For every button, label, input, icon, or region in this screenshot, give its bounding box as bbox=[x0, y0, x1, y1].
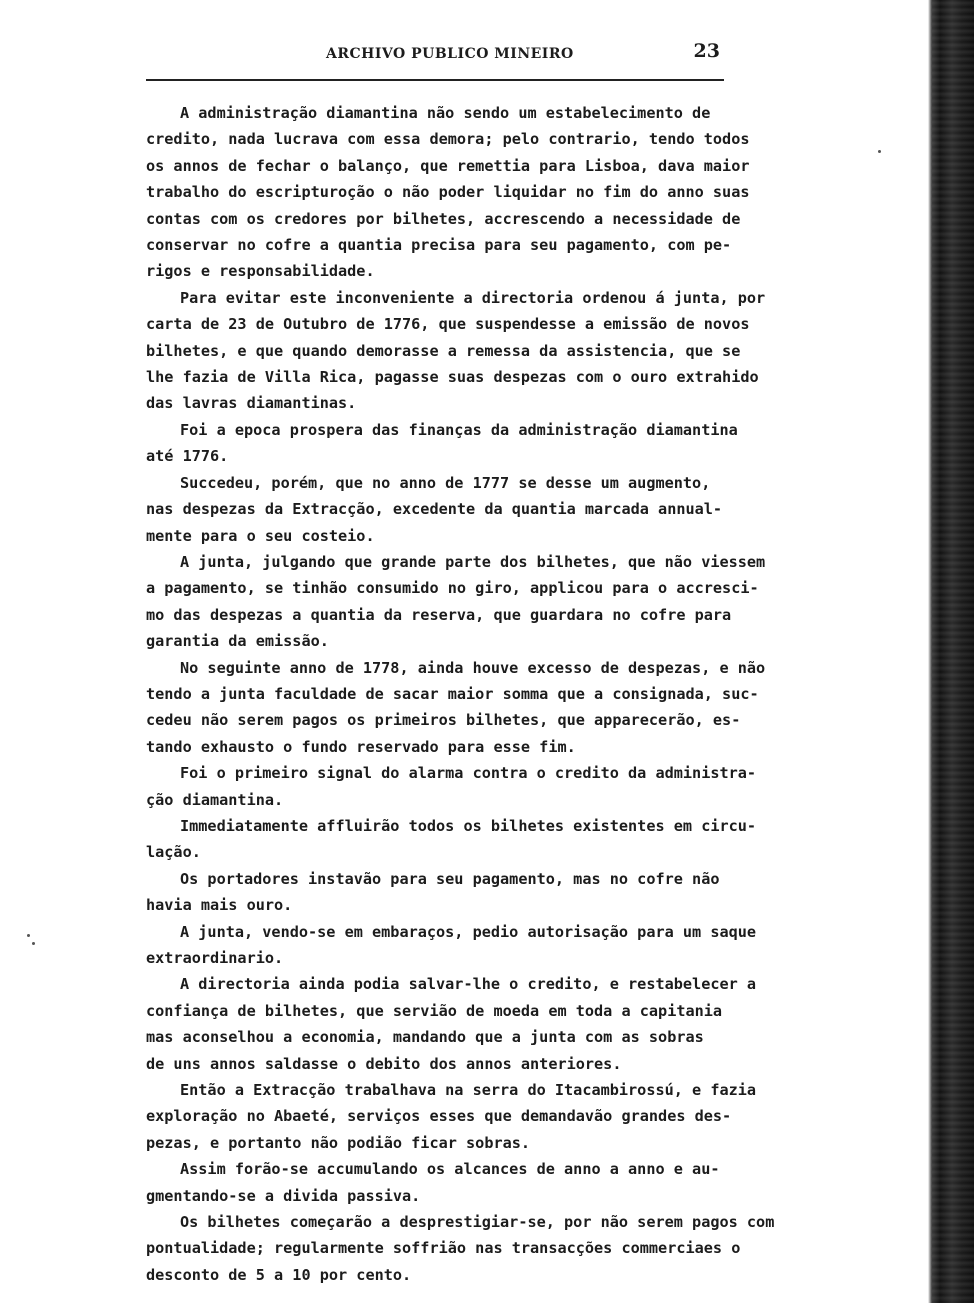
text-line: A junta, julgando que grande parte dos bilhetes, que não viessem bbox=[180, 552, 766, 571]
text-line: até 1776. bbox=[146, 447, 229, 466]
paragraph bbox=[146, 285, 766, 417]
paragraph bbox=[146, 655, 766, 761]
scan-speck bbox=[32, 942, 35, 945]
text-line: A administração diamantina não sendo um estabelecimento de bbox=[180, 104, 711, 122]
paragraph bbox=[146, 549, 766, 655]
text-line: confiança de bilhetes, que servião de moeda em toda a capitania bbox=[146, 1001, 723, 1020]
paragraph bbox=[146, 417, 738, 470]
text-line: lação. bbox=[146, 843, 201, 862]
text-line: Immediatamente affluirão todos os bilhetes existentes em circu- bbox=[180, 816, 757, 835]
scan-speck bbox=[878, 150, 881, 153]
text-line: No seguinte anno de 1778, ainda houve excesso de despezas, e não bbox=[180, 658, 766, 677]
header-rule bbox=[146, 79, 724, 81]
paragraph bbox=[146, 971, 757, 1077]
text-line: mas aconselhou a economia, mandando que a junta com as sobras bbox=[146, 1028, 704, 1047]
text-line: gmentando-se a divida passiva. bbox=[146, 1186, 421, 1205]
running-header bbox=[146, 36, 724, 70]
text-line: pontualidade; regularmente soffrião nas transacções commerciaes o bbox=[146, 1239, 741, 1258]
text-line: Succedeu, porém, que no anno de 1777 se desse um augmento, bbox=[180, 473, 711, 492]
text-line: das lavras diamantinas. bbox=[146, 394, 357, 413]
text-line: bilhetes, e que quando demorasse a remessa da assistencia, que se bbox=[146, 341, 741, 360]
text-line: Os portadores instavão para seu pagamento, mas no cofre não bbox=[180, 869, 720, 888]
text-line: Os bilhetes começarão a desprestigiar-se, por não serem pagos com bbox=[180, 1213, 775, 1232]
paragraph bbox=[146, 1077, 757, 1156]
text-line: lhe fazia de Villa Rica, pagasse suas despezas com o ouro extrahido bbox=[146, 368, 759, 387]
paragraph bbox=[146, 1209, 775, 1288]
page-number: 23 bbox=[693, 40, 720, 62]
text-line: garantia da emissão. bbox=[146, 632, 329, 651]
paragraph bbox=[146, 100, 750, 285]
text-line: extraordinario. bbox=[146, 949, 284, 967]
text-line: Foi o primeiro signal do alarma contra o credito da administra- bbox=[180, 764, 757, 783]
body-text bbox=[146, 100, 775, 1288]
paragraph bbox=[146, 919, 757, 972]
paragraph bbox=[146, 760, 757, 813]
text-line: exploração no Abaeté, serviços esses que demandavão grandes des- bbox=[146, 1107, 732, 1126]
scan-binding-edge bbox=[918, 0, 974, 1303]
text-line: Assim forão-se accumulando os alcances de anno a anno e au- bbox=[180, 1160, 720, 1179]
paragraph bbox=[146, 1156, 728, 1209]
text-line: credito, nada lucrava com essa demora; pelo contrario, tendo todos bbox=[146, 130, 750, 149]
text-line: carta de 23 de Outubro de 1776, que suspendesse a emissão de novos bbox=[146, 315, 750, 334]
paragraph bbox=[146, 470, 728, 549]
text-line: nas despezas da Extracção, excedente da quantia marcada annual- bbox=[146, 500, 723, 519]
text-line: os annos de fechar o balanço, que remettia para Lisboa, dava maior bbox=[146, 156, 750, 175]
text-line: conservar no cofre a quantia precisa para seu pagamento, com pe- bbox=[146, 236, 732, 255]
text-line: rigos e responsabilidade. bbox=[146, 262, 375, 281]
text-line: trabalho do escripturoção o não poder liquidar no fim do anno suas bbox=[146, 183, 750, 202]
text-line: mente para o seu costeio. bbox=[146, 526, 375, 545]
text-line: A junta, vendo-se em embaraços, pedio autorisação para um saque bbox=[180, 922, 757, 941]
text-line: mo das despezas a quantia da reserva, que guardara no cofre para bbox=[146, 605, 732, 624]
text-line: tando exhausto o fundo reservado para esse fim. bbox=[146, 737, 576, 756]
text-line: ção diamantina. bbox=[146, 790, 284, 809]
text-line: pezas, e portanto não podião ficar sobras. bbox=[146, 1133, 531, 1152]
paragraph bbox=[146, 866, 728, 919]
text-line: A directoria ainda podia salvar-lhe o credito, e restabelecer a bbox=[180, 975, 757, 994]
running-title: ARCHIVO PUBLICO MINEIRO bbox=[326, 46, 574, 62]
text-line: desconto de 5 a 10 por cento. bbox=[146, 1265, 412, 1284]
scan-speck bbox=[27, 934, 30, 937]
paragraph bbox=[146, 813, 757, 866]
text-line: Para evitar este inconveniente a directoria ordenou á junta, por bbox=[180, 288, 766, 307]
text-line: cedeu não serem pagos os primeiros bilhetes, que apparecerão, es- bbox=[146, 711, 741, 730]
text-line: Foi a epoca prospera das finanças da administração diamantina bbox=[180, 420, 738, 439]
text-line: Então a Extracção trabalhava na serra do Itacambirossú, e fazia bbox=[180, 1081, 757, 1100]
text-line: de uns annos saldasse o debito dos annos anteriores. bbox=[146, 1054, 622, 1073]
text-line: a pagamento, se tinhão consumido no giro, applicou para o accresci- bbox=[146, 579, 759, 598]
text-line: tendo a junta faculdade de sacar maior somma que a consignada, suc- bbox=[146, 684, 759, 703]
text-line: contas com os credores por bilhetes, accrescendo a necessidade de bbox=[146, 209, 741, 228]
text-line: havia mais ouro. bbox=[146, 896, 293, 915]
